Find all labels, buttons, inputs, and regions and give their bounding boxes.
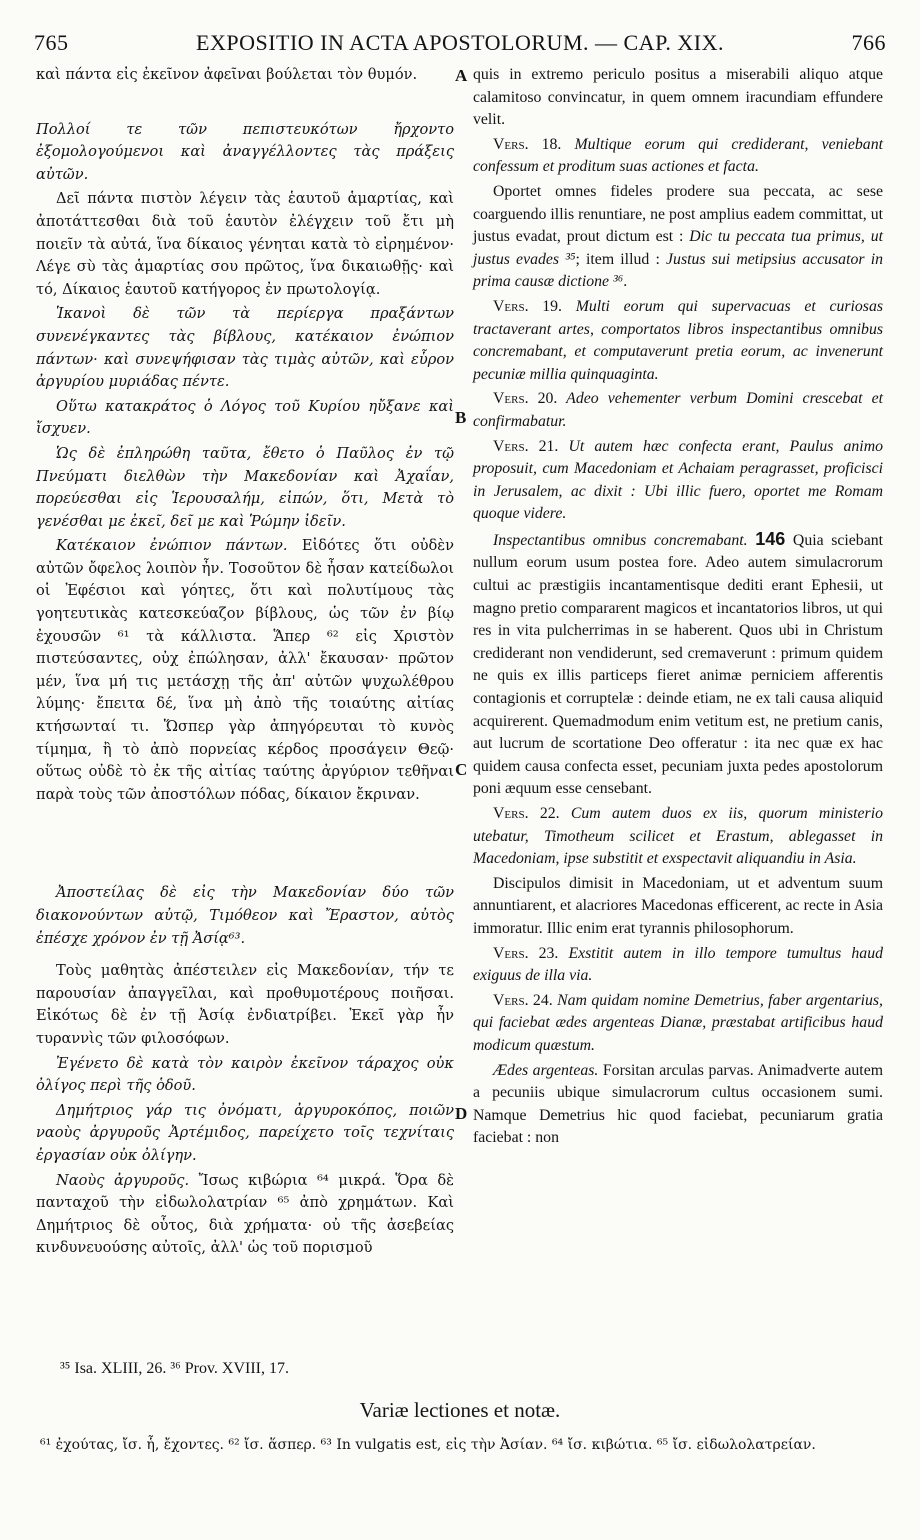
greek-verse: Ἀποστείλας δὲ εἰς τὴν Μακεδονίαν δύο τῶν διακονούντων αὐτῷ, Τιμόθεον καὶ Ἔραστον, αὐτὸς ἐπέσχε χρόνον ἐν τῇ Ἀσίᾳ⁶³. <box>36 884 454 947</box>
verse-text: Cum autem duos ex iis, quorum ministerio utebatur, Timotheum scilicet et Erastum, ablegasset in Macedoniam, ipse substitit et exspectavit aliquandiu in Asia. <box>473 805 883 868</box>
latin-commentary: Forsitan arculas parvas. Animadverte autem a pecuniis ubique simulacrorum cultus occasionem sumi. Namque Demetrius hic quod faciebat, pecuniarum gratia faciebat : non <box>473 1061 883 1147</box>
page-number-left: 765 <box>34 30 69 55</box>
latin-lemma: Inspectantibus omnibus concremabant. <box>493 531 748 549</box>
latin-paragraph <box>473 528 883 801</box>
latin-paragraph: quis in extremo periculo positus a miserabili aliquo atque calamitoso convincatur, in quem omnem iracundiam effundere velit. <box>473 66 883 129</box>
column-number: 146 <box>755 528 786 549</box>
latin-verse <box>473 943 883 988</box>
verse-text: Adeo vehementer verbum Domini crescebat et confirmabatur. <box>473 390 883 430</box>
verse-label: Vers. 18. <box>493 135 562 153</box>
verse-text: Exstitit autem in illo tempore tumultus haud exiguus de illa via. <box>473 944 884 985</box>
variant-notes: ⁶¹ ἐχούτας, ἴσ. ἧ, ἔχοντες. ⁶² ἴσ. ἅσπερ. ⁶³ In vulgatis est, εἰς τὴν Ἀσίαν. ⁶⁴ ἴσ. κιβώτια. ⁶⁵ ἴσ. εἰδωλολατρείαν. <box>40 1437 816 1453</box>
running-title: EXPOSITIO IN ACTA APOSTOLORUM. — CAP. XIX. <box>196 30 724 55</box>
verse-text: Nam quidam nomine Demetrius, faber argentarius, qui faciebat ædes argenteas Dianæ, præstabat artificibus haud modicum quæstum. <box>473 991 884 1054</box>
latin-text: ; item illud : <box>575 250 667 268</box>
margin-letter-d: D <box>455 1104 468 1123</box>
margin-letter-b: B <box>455 408 467 427</box>
greek-verse: Ἐγένετο δὲ κατὰ τὸν καιρὸν ἐκεῖνον τάραχος οὐκ ὀλίγος περὶ τῆς ὁδοῦ. <box>36 1054 454 1095</box>
greek-paragraph: Τοὺς μαθητὰς ἀπέστειλεν εἰς Μακεδονίαν, τήν τε παρουσίαν ἀπαγγεῖλαι, καὶ προθυμοτέρους ποιῆσαι. Εἰκότως δὲ ἐν τῇ Ἀσίᾳ ἐνδιατρίβει. Ἐκεῖ γὰρ ἦν τυραννὶς τῶν φιλοσόφων. <box>36 962 454 1047</box>
verse-label: Vers. 20. <box>493 390 558 408</box>
greek-verse: Ἱκανοὶ δὲ τῶν τὰ περίεργα πραξάντων συνενέγκαντες τὰς βίβλους, κατέκαιον ἐνώπιον πάντων· καὶ συνεψήφισαν τὰς τιμὰς αὐτῶν, καὶ εὗρον ἀργυρίου μυριάδας πέντε. <box>36 305 454 391</box>
verse-label: Vers. 21. <box>493 437 559 455</box>
greek-column <box>36 64 454 1390</box>
verse-label: Vers. 23. <box>493 944 559 962</box>
latin-paragraph <box>473 1060 883 1150</box>
verse-label: Vers. 19. <box>493 297 562 315</box>
latin-commentary: Quia sciebant nullum eorum usum postea fore. Adeo autem simulacrorum cultui ac præstigiis incantamentisque dediti erant Ephesii, ut magno pretio compararent magicos et incantatorios libros, ut qui res in vita pulcherrimas in se haberent. Quos ubi in Christum crediderant non vendiderunt, sed cremaverunt : primum quidem ne quis ex illis particeps fieret animæ perniciem afferentis contagionis et corruptelæ : deinde etiam, ne ex tali causa aliquid acquirerent. Quemadmodum enim vetitum est, ne pretium canis, aut lucrum de scortatione Deo offeratur : ita nec quæ ex hac quidem causa confecta esset, pecuniam juxta pedes apostolorum poni æquum esse censebant. <box>473 531 883 798</box>
greek-paragraph <box>36 1170 454 1260</box>
greek-verse: Οὕτω κατακράτος ὁ Λόγος τοῦ Κυρίου ηὔξανε καὶ ἴσχυεν. <box>36 397 454 438</box>
margin-letter-a: A <box>455 66 468 85</box>
latin-paragraph: Discipulos dimisit in Macedoniam, ut et adventum suum annuntiarent, et alacriores Macedonas efficerent, ac recte in Asia immoratur. Illic enim erat tyrannis philosophorum. <box>473 874 883 937</box>
greek-paragraph: Δεῖ πάντα πιστὸν λέγειν τὰς ἑαυτοῦ ἁμαρτίας, καὶ ἀποτάττεσθαι διὰ τοῦ ἑαυτὸν ἐλέγχειν τοῦ ἔτι μὴ ποιεῖν τὰ αὐτά, ἵνα δίκαιος γένηται κατὰ τὸ εἰρημένον· Λέγε σὺ τὰς ἁμαρτίας σου πρῶτος, ἵνα δικαιωθῇς· καὶ τό, Δίκαιος ἑαυτοῦ κατήγορος ἐν πρωτολογίᾳ. <box>36 190 454 298</box>
verse-text: Multi eorum qui supervacuas et curiosas tractaverant artes, comportatos libros inspectantibus omnibus concremabant, et computaverunt pretia eorum, ac invenerunt pecuniæ millia quinquaginta. <box>473 297 883 383</box>
notes-heading: Variæ lectiones et notæ. <box>359 1398 561 1422</box>
latin-quote: Dic tu peccata tua primus, ut justus evades ³⁵ <box>473 228 883 268</box>
verse-text: Ut autem hæc confecta erant, Paulus animo proposuit, cum Macedoniam et Achaiam peragrasset, proficisci in Jerusalem, ac dixit : Ubi illic fuero, oportet me Romam quoque videre. <box>473 437 883 523</box>
margin-letter-c: C <box>455 760 468 779</box>
latin-verse <box>473 990 883 1058</box>
latin-paragraph <box>473 181 883 294</box>
latin-verse <box>473 803 883 871</box>
greek-verse: Δημήτριος γάρ τις ὀνόματι, ἀργυροκόπος, ποιῶν ναοὺς ἀργυροῦς Ἀρτέμιδος, παρείχετο τοῖς τεχνίταις ἐργασίαν οὐκ ὀλίγην. <box>36 1101 454 1164</box>
scripture-references: ³⁵ Isa. XLIII, 26. ³⁶ Prov. XVIII, 17. <box>60 1360 289 1377</box>
latin-text: Oportet omnes fideles prodere sua peccata, ac sese coarguendo illis renuntiare, ne post amplius eadem committat, ut justus evadat, prout dictum est : <box>473 182 883 246</box>
greek-lemma: Ναοὺς ἀργυροῦς. <box>56 1171 190 1189</box>
latin-verse <box>473 296 883 386</box>
greek-verse: Πολλοί τε τῶν πεπιστευκότων ἤρχοντο ἐξομολογούμενοι καὶ ἀναγγέλλοντες τὰς πράξεις αὐτῶν. <box>36 120 454 183</box>
latin-verse <box>473 436 883 526</box>
verse-label: Vers. 24. <box>493 991 553 1009</box>
verse-label: Vers. 22. <box>493 805 560 822</box>
greek-verse: Ὡς δὲ ἐπληρώθη ταῦτα, ἔθετο ὁ Παῦλος ἐν τῷ Πνεύματι διελθὼν τὴν Μακεδονίαν καὶ Ἀχαΐαν, πορεύεσθαι εἰς Ἱερουσαλήμ, εἰπών, ὅτι, Μετὰ τὸ γενέσθαι με ἐκεῖ, δεῖ με καὶ Ῥώμην ἰδεῖν. <box>36 444 454 530</box>
greek-commentary: Ἴσως κιβώρια ⁶⁴ μικρά. Ὅρα δὲ πανταχοῦ τὴν εἰδωλολατρίαν ⁶⁵ ἀπὸ χρημάτων. Καὶ Δημήτριος δὲ οὗτος, διὰ χρήματα· οὐ τῆς ἀσεβείας κινδυνευούσης αὐτοῖς, ἀλλ' ὡς τοῦ πορισμοῦ <box>36 1171 454 1257</box>
greek-paragraph: καὶ πάντα εἰς ἐκεῖνον ἀφεῖναι βούλεται τὸν θυμόν. <box>36 66 418 83</box>
greek-lemma: Κατέκαιον ἐνώπιον πάντων. <box>56 537 288 555</box>
verse-text: Multique eorum qui crediderant, veniebant confessum et proditum suas actiones et facta. <box>473 135 883 176</box>
latin-verse <box>473 388 883 433</box>
latin-verse <box>473 134 883 179</box>
latin-quote: Justus sui metipsius accusator in prima causæ dictione ³⁶ <box>473 250 883 291</box>
latin-column <box>473 64 883 1390</box>
page-header <box>34 30 886 62</box>
greek-paragraph <box>36 535 454 806</box>
latin-text: . <box>623 273 628 291</box>
page-number-right: 766 <box>851 30 886 55</box>
latin-lemma: Ædes argenteas. <box>493 1061 599 1079</box>
greek-commentary: Εἰδότες ὅτι οὐδὲν αὐτῶν ὄφελος λοιπὸν ἦν. Τοσοῦτον δὲ ἦσαν κατείδωλοι οἱ Ἐφέσιοι καὶ γόητες, ὅτι καὶ πολυτίμους τὰς γοητευτικὰς κατεσκεύαζον βίβλους, ὡς τῶν ἐν βίῳ ἐχουσῶν ⁶¹ τὰ κάλλιστα. Ἅπερ ⁶² εἰς Χριστὸν πιστεύσαντες, οὐχ ἐπώλησαν, ἀλλ' ἔκαυσαν· πρῶτον μέν, ἵνα μή τις μετάσχῃ τῆς ἀπ' αὐτῶν ψυχωλέθρου λύμης· ἔπειτα δέ, ἵνα μὴ ἀπὸ τῆς τοιαύτης αἰτίας κτήσωνταί τι. Ὥσπερ γὰρ ἀπηγόρευται τὸ κυνὸς τίμημα, ἢ τὸ ἀπὸ πορνείας κέρδος προσάγειν Θεῷ· οὕτως οὐδὲ τὸ ἐκ τῆς αἰτίας ταύτης ἀργύριον τεθῆναι παρὰ τοὺς τῶν ἀποστόλων πόδας, δίκαιον ἔκριναν. <box>36 537 454 803</box>
